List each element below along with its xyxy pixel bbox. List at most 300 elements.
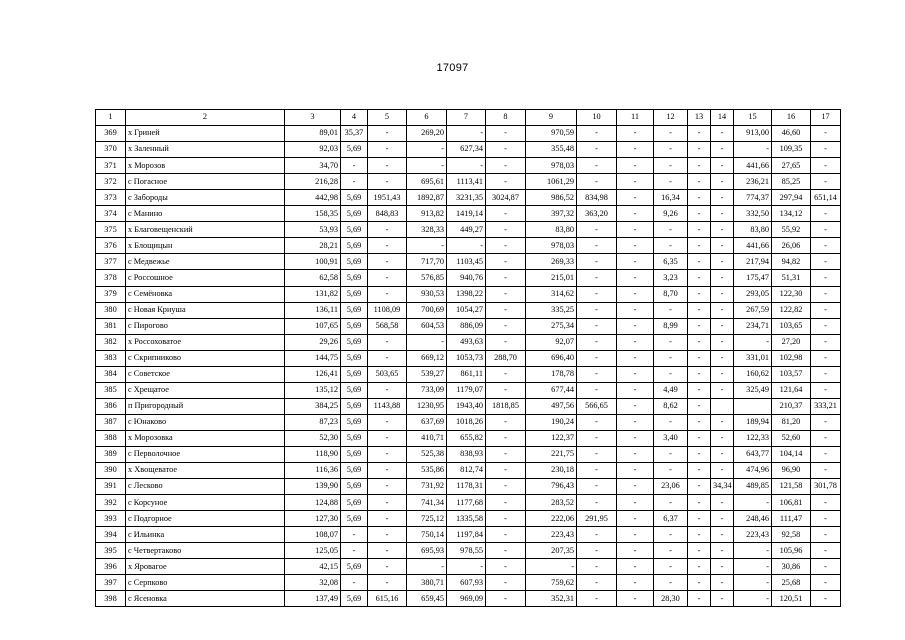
value-cell: 96,90 [772, 463, 811, 479]
row-number-cell: 386 [96, 398, 126, 414]
value-cell: 288,70 [486, 350, 526, 366]
value-cell: - [617, 174, 654, 190]
value-cell: 175,47 [734, 270, 772, 286]
value-cell: - [654, 366, 688, 382]
value-cell: - [407, 559, 447, 575]
column-header: 16 [772, 110, 811, 126]
value-cell: 131,82 [285, 286, 341, 302]
value-cell: - [486, 270, 526, 286]
table-row [96, 446, 841, 462]
value-cell: 1179,07 [447, 382, 486, 398]
value-cell: - [617, 142, 654, 158]
value-cell: - [617, 382, 654, 398]
value-cell: - [617, 318, 654, 334]
value-cell: 297,94 [772, 190, 811, 206]
settlement-name-cell: с Погасное [126, 174, 285, 190]
value-cell: - [711, 543, 734, 559]
value-cell: - [486, 591, 526, 607]
row-number-cell: 382 [96, 334, 126, 350]
value-cell: 733,09 [407, 382, 447, 398]
value-cell: - [811, 446, 841, 462]
value-cell: - [811, 511, 841, 527]
value-cell: 886,09 [447, 318, 486, 334]
value-cell: - [711, 495, 734, 511]
value-cell: 940,76 [447, 270, 486, 286]
value-cell: 659,45 [407, 591, 447, 607]
value-cell: 1061,29 [526, 174, 577, 190]
value-cell: - [688, 511, 711, 527]
column-header: 7 [447, 110, 486, 126]
settlement-name-cell: с Новая Криуша [126, 302, 285, 318]
value-cell: 92,58 [772, 527, 811, 543]
value-cell: 380,71 [407, 575, 447, 591]
value-cell: - [811, 527, 841, 543]
value-cell: 126,41 [285, 366, 341, 382]
value-cell: 741,34 [407, 495, 447, 511]
table-row [96, 398, 841, 414]
value-cell: - [617, 190, 654, 206]
value-cell: 34,34 [711, 479, 734, 495]
value-cell: 283,52 [526, 495, 577, 511]
column-header: 4 [341, 110, 368, 126]
value-cell: 5,69 [341, 238, 368, 254]
table-row [96, 334, 841, 350]
value-cell: 269,20 [407, 126, 447, 142]
value-cell: - [617, 495, 654, 511]
value-cell: 189,94 [734, 414, 772, 430]
value-cell: 94,82 [772, 254, 811, 270]
value-cell: - [617, 222, 654, 238]
value-cell: 969,09 [447, 591, 486, 607]
value-cell: 3,23 [654, 270, 688, 286]
settlement-name-cell: х Блощицын [126, 238, 285, 254]
value-cell: - [711, 414, 734, 430]
value-cell: 102,98 [772, 350, 811, 366]
table-row [96, 222, 841, 238]
settlement-name-cell: с Корсуное [126, 495, 285, 511]
row-number-cell: 377 [96, 254, 126, 270]
value-cell: - [617, 527, 654, 543]
column-header: 12 [654, 110, 688, 126]
value-cell: 216,28 [285, 174, 341, 190]
value-cell: 207,35 [526, 543, 577, 559]
value-cell: 489,85 [734, 479, 772, 495]
value-cell: - [368, 222, 407, 238]
value-cell: - [368, 270, 407, 286]
value-cell: 1054,27 [447, 302, 486, 318]
value-cell: - [734, 543, 772, 559]
settlement-name-cell: п Пригородный [126, 398, 285, 414]
table-row [96, 158, 841, 174]
value-cell: - [688, 414, 711, 430]
value-cell: - [368, 527, 407, 543]
value-cell: - [368, 158, 407, 174]
value-cell: 108,07 [285, 527, 341, 543]
value-cell: 978,03 [526, 238, 577, 254]
value-cell: - [617, 238, 654, 254]
value-cell: 87,23 [285, 414, 341, 430]
value-cell: - [486, 559, 526, 575]
value-cell: - [711, 559, 734, 575]
value-cell: 643,77 [734, 446, 772, 462]
value-cell: - [688, 575, 711, 591]
column-header: 17 [811, 110, 841, 126]
value-cell: - [811, 238, 841, 254]
value-cell: - [486, 511, 526, 527]
value-cell: - [577, 430, 617, 446]
value-cell: 978,55 [447, 543, 486, 559]
value-cell: - [617, 270, 654, 286]
value-cell: - [407, 142, 447, 158]
value-cell: 441,66 [734, 158, 772, 174]
value-cell: - [711, 286, 734, 302]
value-cell: - [711, 591, 734, 607]
value-cell: - [811, 414, 841, 430]
value-cell: - [486, 479, 526, 495]
settlement-name-cell: с Хрещатое [126, 382, 285, 398]
row-number-cell: 385 [96, 382, 126, 398]
value-cell: 5,69 [341, 382, 368, 398]
value-cell: - [368, 463, 407, 479]
value-cell: - [486, 286, 526, 302]
table-body [96, 126, 841, 607]
value-cell: 178,78 [526, 366, 577, 382]
value-cell: 696,40 [526, 350, 577, 366]
settlement-name-cell: с Лесково [126, 479, 285, 495]
value-cell: - [577, 463, 617, 479]
value-cell: 230,18 [526, 463, 577, 479]
value-cell: - [368, 414, 407, 430]
value-cell: - [811, 286, 841, 302]
column-header: 11 [617, 110, 654, 126]
value-cell: 269,33 [526, 254, 577, 270]
value-cell: 1108,09 [368, 302, 407, 318]
value-cell: 1113,41 [447, 174, 486, 190]
value-cell: - [688, 350, 711, 366]
value-cell: 333,21 [811, 398, 841, 414]
value-cell: 291,95 [577, 511, 617, 527]
value-cell: 8,62 [654, 398, 688, 414]
value-cell: 234,71 [734, 318, 772, 334]
row-number-cell: 384 [96, 366, 126, 382]
row-number-cell: 393 [96, 511, 126, 527]
value-cell: 53,93 [285, 222, 341, 238]
value-cell: 81,20 [772, 414, 811, 430]
value-cell: - [811, 318, 841, 334]
value-cell: - [811, 559, 841, 575]
value-cell: - [368, 142, 407, 158]
value-cell: - [811, 302, 841, 318]
value-cell: - [654, 543, 688, 559]
value-cell: - [368, 559, 407, 575]
value-cell: - [711, 463, 734, 479]
value-cell: - [486, 382, 526, 398]
value-cell: - [486, 142, 526, 158]
value-cell: - [811, 575, 841, 591]
value-cell: - [617, 158, 654, 174]
row-number-cell: 391 [96, 479, 126, 495]
table-row [96, 270, 841, 286]
value-cell: - [486, 430, 526, 446]
value-cell: - [368, 238, 407, 254]
value-cell: - [617, 511, 654, 527]
value-cell: - [688, 254, 711, 270]
value-cell: 100,91 [285, 254, 341, 270]
value-cell: - [486, 463, 526, 479]
value-cell: - [447, 126, 486, 142]
table-row [96, 543, 841, 559]
settlement-name-cell: с Советское [126, 366, 285, 382]
value-cell: 576,85 [407, 270, 447, 286]
value-cell: 8,99 [654, 318, 688, 334]
value-cell: - [617, 206, 654, 222]
settlement-name-cell: х Россоховатое [126, 334, 285, 350]
value-cell: - [617, 575, 654, 591]
settlement-name-cell: с Ильинка [126, 527, 285, 543]
value-cell: - [577, 158, 617, 174]
value-cell: - [577, 382, 617, 398]
value-cell: 8,70 [654, 286, 688, 302]
value-cell: - [711, 190, 734, 206]
value-cell: - [734, 495, 772, 511]
value-cell: - [688, 190, 711, 206]
value-cell: - [617, 366, 654, 382]
value-cell: - [577, 174, 617, 190]
value-cell: 1197,84 [447, 527, 486, 543]
settlement-name-cell: х Благовещенский [126, 222, 285, 238]
value-cell: - [407, 334, 447, 350]
value-cell: - [811, 366, 841, 382]
row-number-cell: 398 [96, 591, 126, 607]
value-cell: - [486, 158, 526, 174]
value-cell: 717,70 [407, 254, 447, 270]
value-cell: - [811, 463, 841, 479]
value-cell: - [577, 559, 617, 575]
value-cell: 410,71 [407, 430, 447, 446]
value-cell: 6,37 [654, 511, 688, 527]
value-cell: 210,37 [772, 398, 811, 414]
value-cell: 725,12 [407, 511, 447, 527]
value-cell: 913,82 [407, 206, 447, 222]
value-cell: 474,96 [734, 463, 772, 479]
table-row [96, 495, 841, 511]
row-number-cell: 379 [96, 286, 126, 302]
value-cell: - [711, 430, 734, 446]
value-cell: 1398,22 [447, 286, 486, 302]
value-cell: - [577, 302, 617, 318]
value-cell: - [617, 398, 654, 414]
value-cell: 3231,35 [447, 190, 486, 206]
value-cell: 627,34 [447, 142, 486, 158]
value-cell: 120,51 [772, 591, 811, 607]
value-cell: - [617, 350, 654, 366]
column-header: 13 [688, 110, 711, 126]
value-cell: 52,60 [772, 430, 811, 446]
value-cell: 62,58 [285, 270, 341, 286]
value-cell: 5,69 [341, 334, 368, 350]
value-cell: 190,24 [526, 414, 577, 430]
value-cell: - [368, 286, 407, 302]
value-cell: 978,03 [526, 158, 577, 174]
value-cell: 848,83 [368, 206, 407, 222]
row-number-cell: 370 [96, 142, 126, 158]
value-cell: 5,69 [341, 591, 368, 607]
value-cell: - [486, 302, 526, 318]
value-cell: 669,12 [407, 350, 447, 366]
value-cell: - [688, 158, 711, 174]
value-cell: 127,30 [285, 511, 341, 527]
value-cell: 124,88 [285, 495, 341, 511]
value-cell: 5,69 [341, 350, 368, 366]
value-cell: 1178,31 [447, 479, 486, 495]
settlement-name-cell: х Заленный [126, 142, 285, 158]
table-row [96, 591, 841, 607]
value-cell: 28,21 [285, 238, 341, 254]
value-cell: 607,93 [447, 575, 486, 591]
value-cell: - [734, 575, 772, 591]
value-cell: 5,69 [341, 479, 368, 495]
row-number-cell: 375 [96, 222, 126, 238]
value-cell: 5,69 [341, 222, 368, 238]
value-cell: 160,62 [734, 366, 772, 382]
value-cell: - [486, 366, 526, 382]
value-cell: - [577, 446, 617, 462]
value-cell: - [577, 286, 617, 302]
value-cell: - [341, 158, 368, 174]
value-cell: 215,01 [526, 270, 577, 286]
value-cell: - [734, 591, 772, 607]
row-number-cell: 380 [96, 302, 126, 318]
table-row [96, 382, 841, 398]
value-cell: - [734, 559, 772, 575]
value-cell: 109,35 [772, 142, 811, 158]
value-cell: - [811, 158, 841, 174]
value-cell: 52,30 [285, 430, 341, 446]
table-row [96, 527, 841, 543]
row-number-cell: 369 [96, 126, 126, 142]
table-row [96, 190, 841, 206]
value-cell: - [688, 559, 711, 575]
value-cell: 1177,68 [447, 495, 486, 511]
table-row [96, 302, 841, 318]
value-cell: - [577, 479, 617, 495]
value-cell: - [577, 414, 617, 430]
value-cell: - [711, 174, 734, 190]
value-cell: 139,90 [285, 479, 341, 495]
value-cell: 293,05 [734, 286, 772, 302]
value-cell: - [654, 158, 688, 174]
value-cell: - [617, 414, 654, 430]
value-cell: 85,25 [772, 174, 811, 190]
value-cell: 5,69 [341, 446, 368, 462]
value-cell: 796,43 [526, 479, 577, 495]
value-cell: 442,98 [285, 190, 341, 206]
value-cell: 1335,58 [447, 511, 486, 527]
value-cell: - [447, 238, 486, 254]
value-cell: - [688, 479, 711, 495]
table-row [96, 430, 841, 446]
value-cell: - [368, 495, 407, 511]
value-cell: - [577, 126, 617, 142]
value-cell: - [617, 463, 654, 479]
value-cell: 6,35 [654, 254, 688, 270]
column-header: 14 [711, 110, 734, 126]
value-cell: - [486, 318, 526, 334]
column-header: 3 [285, 110, 341, 126]
value-cell: 118,90 [285, 446, 341, 462]
value-cell: - [654, 463, 688, 479]
row-number-cell: 373 [96, 190, 126, 206]
value-cell: 221,75 [526, 446, 577, 462]
value-cell: - [577, 495, 617, 511]
value-cell: 26,06 [772, 238, 811, 254]
value-cell: 92,07 [526, 334, 577, 350]
value-cell: 134,12 [772, 206, 811, 222]
value-cell: - [811, 270, 841, 286]
value-cell: 223,43 [734, 527, 772, 543]
table-row [96, 286, 841, 302]
value-cell: - [486, 254, 526, 270]
column-header: 15 [734, 110, 772, 126]
value-cell: - [577, 222, 617, 238]
value-cell: 5,69 [341, 430, 368, 446]
row-number-cell: 371 [96, 158, 126, 174]
value-cell: - [654, 302, 688, 318]
value-cell: 275,34 [526, 318, 577, 334]
settlement-name-cell: х Морозов [126, 158, 285, 174]
value-cell: - [486, 446, 526, 462]
settlement-name-cell: с Перволочное [126, 446, 285, 462]
value-cell: - [688, 543, 711, 559]
value-cell: - [486, 206, 526, 222]
value-cell: 5,69 [341, 463, 368, 479]
value-cell: - [711, 511, 734, 527]
value-cell: 104,14 [772, 446, 811, 462]
value-cell: - [486, 238, 526, 254]
value-cell: - [577, 527, 617, 543]
value-cell: - [617, 430, 654, 446]
value-cell: - [486, 527, 526, 543]
value-cell: 83,80 [734, 222, 772, 238]
value-cell: 111,47 [772, 511, 811, 527]
value-cell: - [811, 382, 841, 398]
value-cell: 122,82 [772, 302, 811, 318]
value-cell: - [711, 350, 734, 366]
settlement-name-cell: с Медвежье [126, 254, 285, 270]
value-cell: 107,65 [285, 318, 341, 334]
value-cell: - [811, 430, 841, 446]
value-cell: 16,34 [654, 190, 688, 206]
value-cell: 5,69 [341, 366, 368, 382]
value-cell: 103,65 [772, 318, 811, 334]
value-cell: 28,30 [654, 591, 688, 607]
value-cell: - [577, 575, 617, 591]
value-cell: - [688, 591, 711, 607]
value-cell: - [711, 158, 734, 174]
value-cell: - [368, 174, 407, 190]
row-number-cell: 397 [96, 575, 126, 591]
value-cell: - [368, 479, 407, 495]
table-row [96, 559, 841, 575]
value-cell: 930,53 [407, 286, 447, 302]
settlement-name-cell: с Подгорное [126, 511, 285, 527]
value-cell: - [577, 270, 617, 286]
value-cell: - [341, 543, 368, 559]
value-cell: 5,69 [341, 318, 368, 334]
settlement-name-cell: с Манино [126, 206, 285, 222]
table-row [96, 238, 841, 254]
value-cell: - [341, 575, 368, 591]
